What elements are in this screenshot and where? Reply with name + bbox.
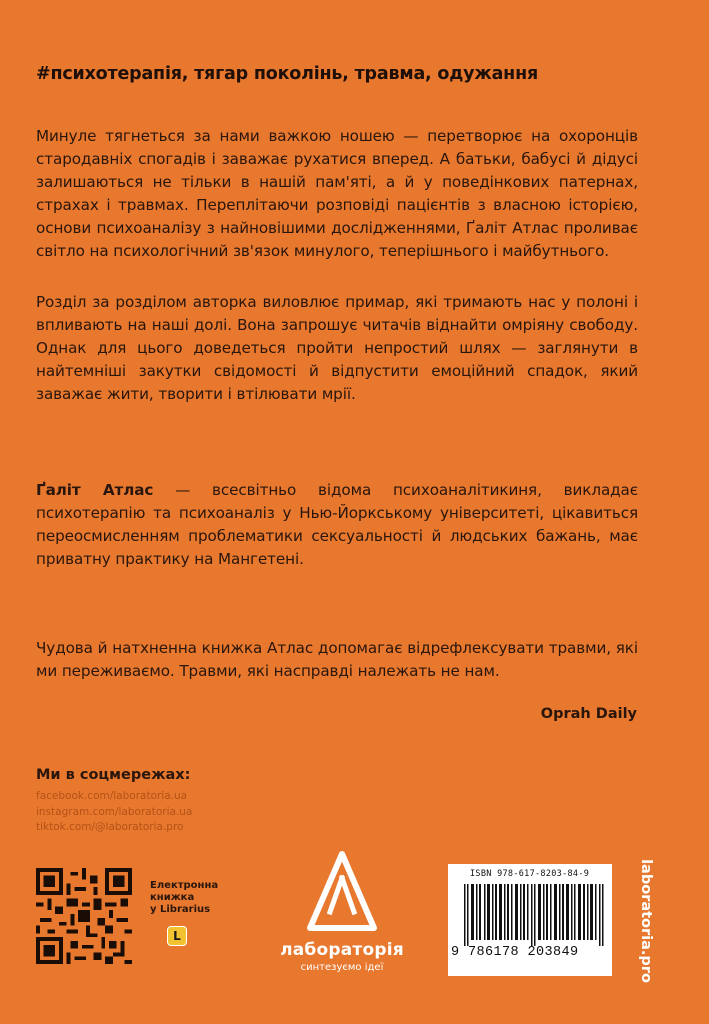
social-title: Ми в соцмережах: xyxy=(36,767,191,783)
publisher-name: лабораторія xyxy=(280,940,404,960)
facebook-link[interactable]: facebook.com/laboratoria.ua xyxy=(36,790,188,802)
librarius-label xyxy=(150,880,240,916)
barcode-icon xyxy=(464,884,604,946)
publisher-slogan: синтезуємо ідеї xyxy=(300,962,384,973)
author-bio xyxy=(36,479,638,571)
tiktok-link[interactable]: tiktok.com/@laboratoria.pro xyxy=(36,821,184,833)
hashtags: #психотерапія, тягар поколінь, травма, одужання xyxy=(36,64,539,84)
publisher-website[interactable] xyxy=(636,856,656,986)
qr-code-icon[interactable] xyxy=(36,868,132,964)
description-paragraph-1: Минуле тягнеться за нами важкою ношею — перетворює на охоронців стародавніх спогадів і заважає рухатися вперед. А батьки, бабусі й дідусі залишаються не тільки в нашій пам'яті, а й у поведінкових патернах, страхах і травмах. Переплітаючи розповіді пацієнтів з власною історією, основи психоаналізу з найновішими дослідженнями, Ґаліт Атлас проливає світло на психологічний зв'язок минулого, теперішнього і майбутнього. xyxy=(36,127,638,260)
publisher-website-text: laboratoria.pro xyxy=(638,859,654,983)
librarius-line-3: у Librarius xyxy=(150,904,211,915)
description-paragraph-2: Розділ за розділом авторка виловлює примар, які тримають нас у полоні і впливають на наші долі. Вона запрошує читачів віднайти омріяну свободу. Однак для цього доведеться пройти непростий шлях — заглянути в найтемніші закутки свідомості й відпустити емоційний спадок, який заважає жити, творити і втілювати мрії. xyxy=(36,293,638,403)
social-links xyxy=(36,789,192,836)
instagram-link[interactable]: instagram.com/laboratoria.ua xyxy=(36,805,193,818)
quote-source: Oprah Daily xyxy=(540,706,637,722)
librarius-l-icon[interactable]: L xyxy=(167,926,187,946)
barcode-digits: 9 786178 203849 xyxy=(451,945,579,960)
librarius-line-1: Електронна xyxy=(150,880,219,891)
author-name: Ґаліт Атлас xyxy=(36,481,154,499)
isbn-number: ISBN 978-617-8203-84-9 xyxy=(470,869,590,879)
review-quote: Чудова й натхненна книжка Атлас допомагає відрефлексувати травми, які ми переживаємо. Травми, які насправді належать не нам. xyxy=(36,639,638,680)
author-bio-text: — всесвітньо відома психоаналітикиня, викладає психотерапію та психоаналіз у Нью-Йоркському університеті, цікавиться переосмисленням проблематики сексуальності й людських бажань, має приватну практику на Мангетені. xyxy=(36,481,638,568)
barcode-box xyxy=(448,864,612,976)
laboratoria-logo-icon xyxy=(304,848,380,934)
librarius-line-2: книжка xyxy=(150,892,195,903)
